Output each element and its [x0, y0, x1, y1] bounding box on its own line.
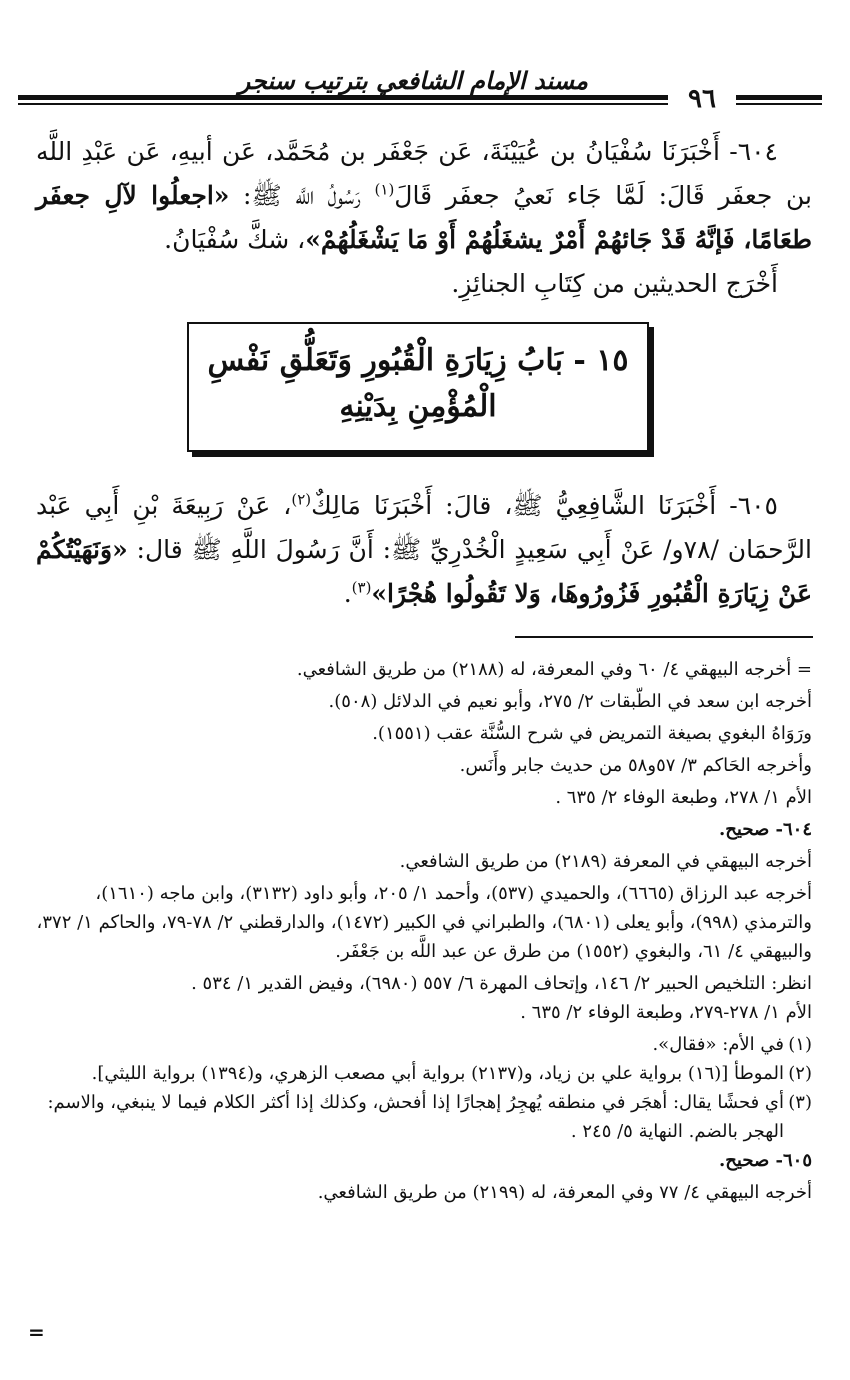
note-line: ورَوَاهُ البغوي بصيغة التمريض في شرح السُّنَّة عقب (١٥٥١). — [372, 723, 812, 744]
footnote-number: (٣) — [788, 1092, 812, 1113]
header-rule-thick — [18, 95, 668, 100]
footnote-text: الموطأ [(١٦) برواية علي بن زياد، و(٢١٣٧) برواية أبي مصعب الزهري، و(١٣٩٤) برواية الليثي]. — [91, 1063, 784, 1084]
hadith-605-isnad: ، عَنْ رَبِيعَةَ بْنِ أَبِي عَبْد الرَّحمَان /٧٨و/ عَنْ أَبِي سَعِيدٍ الْخُدْرِيِّ ﷺ: أَنَّ رَسُولَ اللَّهِ ﷺ قال: — [36, 491, 812, 564]
footnote-text: أي فحشًا يقال: أهجَر في منطقه يُهجِرُ إهجارًا إذا أفحش، وكذلك إذا أكثر الكلام فيما لا ينبغي، والاسم: الهجر بالضم. النهاية ٥/ ٢٤٥ . — [47, 1092, 784, 1142]
footnote-ref-2: (٢) — [291, 490, 312, 509]
note-line: الأم ١/ ٢٧٨، وطبعة الوفاء ٢/ ٦٣٥ . — [555, 787, 812, 808]
header-rule-thin — [18, 103, 668, 105]
footnote-number: (٢) — [788, 1063, 812, 1084]
running-title: مسند الإمام الشافعي بترتيب سنجر — [238, 66, 588, 95]
page-number-rule-thick — [736, 95, 822, 100]
note-heading: ٦٠٤- صحيح. — [719, 819, 812, 840]
page-number-rule-thin — [736, 103, 822, 105]
hadith-604-quote: «اجعلُوا لآلِ جعفَر طعَامًا، فَإنَّهُ قَدْ جَائهُمْ أَمْرٌ يشغَلُهُمْ أَوْ مَا يَشْغَلُهُمْ» — [36, 181, 812, 254]
footnote-text: في الأم: «فقال». — [652, 1034, 784, 1055]
footnote-ref-3: (٣) — [351, 578, 372, 597]
hadith-604 — [36, 130, 812, 306]
hadith-604-attribution: رَسُولُ اللَّه ﷺ: — [229, 181, 375, 210]
note-line: = أخرجه البيهقي ٤/ ٦٠ وفي المعرفة، له (٢١٨٨) من طريق الشافعي. — [296, 659, 812, 680]
hadith-604-intro: ٦٠٤- أَخْبَرَنَا سُفْيَانُ بن عُيَيْنَةَ، عَن جَعْفَر بن مُحَمَّد، عَن أبيهِ، عَن عَبْدِ اللَّه بن جعفَر قَالَ: لَمَّا جَاء نَعيُ جعفَر قَالَ — [36, 137, 812, 210]
hadith-605-end: . — [343, 579, 352, 608]
chapter-heading-box — [187, 322, 649, 452]
footnote-ref-1: (١) — [374, 180, 395, 199]
hadith-605 — [36, 484, 812, 616]
note-line: الأم ١/ ٢٧٨-٢٧٩، وطبعة الوفاء ٢/ ٦٣٥ . — [520, 1002, 812, 1023]
footnote-1 — [34, 1030, 812, 1059]
hadith-605-quote: «وَنَهَيْتُكُمْ عَنْ زِيَارَةِ الْقُبُورِ فَزُورُوهَا، وَلا تَقُولُوا هُجْرًا» — [36, 535, 812, 608]
continuation-mark: = — [28, 1320, 45, 1344]
footnote-number: (١) — [788, 1034, 812, 1055]
note-line: أخرجه عبد الرزاق (٦٦٦٥)، والحميدي (٥٣٧)، وأحمد ١/ ٢٠٥، وأبو داود (٣١٣٢)، وابن ماجه (١٦١٠)، والترمذي (٩٩٨)، وأبو يعلى (٦٨٠١)، والطبراني في الكبير (١٤٧٢)، والدارقطني ٢/ ٧٨-٧٩، والحاكم ١/ ٣٧٢، والبيهقي ٤/ ٦١، والبغوي (١٥٥٢) من طرق عن عبد اللَّه بن جَعْفَر. — [36, 883, 812, 962]
note-line: أخرجه البيهقي في المعرفة (٢١٨٩) من طريق الشافعي. — [399, 851, 812, 872]
footnote-separator — [515, 636, 813, 638]
hadith-605-intro: ٦٠٥- أَخْبَرَنَا الشَّافِعِيُّ ﷺ، قالَ: أَخْبَرَنَا مَالِكٌ — [311, 491, 778, 520]
takhrij-line: أَخْرَج الحديثين من كِتَابِ الجنائِزِ. — [451, 269, 778, 298]
note-heading: ٦٠٥- صحيح. — [719, 1150, 812, 1171]
note-line: انظر: التلخيص الحبير ٢/ ١٤٦، وإتحاف المهرة ٦/ ٥٥٧ (٦٩٨٠)، وفيض القدير ١/ ٥٣٤ . — [191, 973, 812, 994]
note-line: وأخرجه الحَاكم ٣/ ٥٧و٥٨ من حديث جابر وأَنَس. — [459, 755, 812, 776]
footnote-3 — [34, 1088, 812, 1146]
page-number: ٩٦ — [688, 84, 716, 114]
notes-section — [34, 655, 812, 1207]
footnote-2 — [34, 1059, 812, 1088]
note-line: أخرجه ابن سعد في الطّبقات ٢/ ٢٧٥، وأبو نعيم في الدلائل (٥٠٨). — [328, 691, 812, 712]
note-line: أخرجه البيهقي ٤/ ٧٧ وفي المعرفة، له (٢١٩٩) من طريق الشافعي. — [317, 1182, 812, 1203]
hadith-604-end: ، شكَّ سُفْيَانُ. — [164, 225, 306, 254]
chapter-title: ١٥ - بَابُ زِيَارَةِ الْقُبُورِ وَتَعَلُّقِ نَفْسِ الْمُؤْمِنِ بِدَيْنِهِ — [207, 343, 629, 424]
